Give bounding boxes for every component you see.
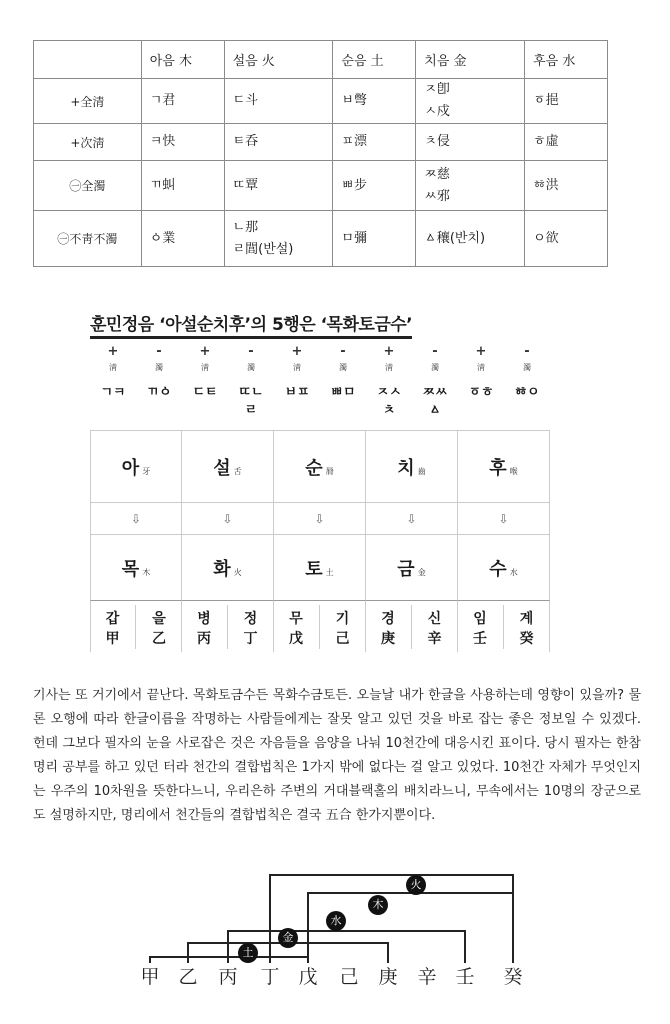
stem-cell [366,605,412,649]
jamo-text: ㄱㅋ [100,385,126,400]
clarity-label: 濁 [339,363,347,372]
element-han: 土 [325,568,334,577]
stem-cell [504,605,550,649]
cell-line: ㅅ戍 [424,104,450,119]
sign-label: + [291,344,303,359]
cell-line: ㅉ慈 [424,166,450,182]
table-cell [333,161,416,211]
cell-line: ㅇ欲 [533,230,559,246]
stem-glyph: 戊 [298,966,318,988]
sound-ko: 치 [397,457,415,479]
cell-line: ㅍ漂 [341,134,367,149]
cell-line: ㅂ彆 [341,93,367,108]
jamo-cell [412,384,458,428]
stem-ko: 기 [335,610,350,627]
stem-glyph: 丙 [218,966,238,988]
header-cell: 치음 金 [416,41,525,79]
jamo-cell [228,384,274,428]
table-cell [525,211,608,267]
arrow-down-icon: ⇩ [222,511,233,526]
cell-line: ㆆ挹 [533,93,559,108]
cell-line: ㄴ那 [232,219,259,235]
jamo-cell [504,384,550,428]
sound-row [90,430,550,502]
table-cell [224,124,333,161]
five-combinations-diagram [120,865,540,1015]
stem-han: 癸 [519,630,534,647]
stem-cell [274,605,320,649]
stem-cell [228,605,274,649]
link-bingxin [228,931,465,963]
stem-glyph: 己 [339,966,359,988]
clarity-label: 淸 [477,363,485,372]
jamo-text: ㅉㅆ [422,385,448,400]
sound-ko: 후 [489,457,507,479]
clarity-label: 濁 [247,363,255,372]
header-cell: 설음 火 [224,41,333,79]
element-ko: 화 [213,558,231,580]
stem-han: 壬 [473,630,487,647]
sound-han: 牙 [142,467,151,476]
jamo-text: ㅃㅁ [330,385,356,400]
jamo-row [90,378,550,428]
arrow-down-icon: ⇩ [314,511,325,526]
cell-line: ㅈ卽 [424,82,450,97]
sign-label: + [383,344,395,359]
arrow-down-icon: ⇩ [406,511,417,526]
link-dingren [270,875,513,963]
element-ko: 수 [489,558,507,580]
table-row [34,161,608,211]
clarity-label: 淸 [293,363,301,372]
header-cell: 아음 木 [141,41,224,79]
table-cell [224,79,333,124]
sound-han: 喉 [509,467,518,476]
sign-label: - [248,344,254,359]
cell-line: ㅁ彌 [341,230,367,246]
arrow-down-icon: ⇩ [130,511,142,526]
table-cell [525,124,608,161]
stem-ko: 신 [427,610,442,627]
table-header-row [34,41,608,79]
sign-label: + [199,344,211,359]
stem-glyph: 癸 [503,966,523,988]
table-row [34,124,608,161]
arrow-row [90,502,550,534]
stem-pair [274,600,366,652]
table-cell [224,161,333,211]
sign-label: - [524,344,530,359]
jamo-text: ㄸㄴ [238,385,264,400]
stem-ko: 무 [289,610,303,627]
sound-cell [366,431,458,502]
jamo-cell [458,384,504,428]
element-han: 水 [509,568,518,577]
element-ko: 금 [397,558,415,580]
jamo-cell [136,384,182,428]
clarity-row [90,362,550,376]
stem-ko: 경 [381,610,395,627]
arrow-cell [458,503,550,534]
stem-glyph: 甲 [140,966,160,988]
table-cell [416,161,525,211]
sign-label: + [475,344,487,359]
clarity-label: 淸 [385,363,393,372]
clarity-label: 淸 [201,363,209,372]
element-han: 木 [142,568,151,577]
table-row [34,211,608,267]
stem-glyph: 乙 [178,966,198,988]
stem-cell [182,605,228,649]
cell-line: ㆁ業 [149,230,176,246]
arrow-cell [182,503,274,534]
element-ko: 토 [305,558,323,580]
cell-line: ㅊ侵 [424,134,450,149]
sound-ko: 순 [305,457,323,479]
cell-line: ㅌ呑 [232,134,259,149]
stem-han: 辛 [427,630,442,647]
stem-glyph: 辛 [417,966,437,988]
cell-line: ㅆ邪 [424,188,450,204]
sign-label: + [107,344,119,359]
table-row [34,79,608,124]
table-cell [333,211,416,267]
stem-glyph: 庚 [378,966,398,988]
jamo-text: ㅂㅍ [284,385,310,400]
table-cell [525,161,608,211]
row-label: ㊀全濁 [34,161,142,211]
jamo-cell [274,384,320,428]
jamo-cell [182,384,228,428]
element-ko: 목 [121,558,140,580]
figure-title [90,310,550,340]
arrow-cell [274,503,366,534]
table-cell [224,211,333,267]
stem-ko: 병 [197,610,211,627]
sound-han: 齒 [417,467,426,476]
table-cell [141,79,224,124]
element-cell [182,535,274,600]
cell-line: ㄸ覃 [232,177,259,193]
earth-badge: 土 [238,943,258,963]
metal-badge: 金 [278,928,298,948]
jamo-cell [366,384,412,428]
stem-han: 甲 [105,630,120,647]
stem-cell [320,605,366,649]
stem-han: 丙 [197,630,211,647]
clarity-label: 濁 [431,363,439,372]
sound-han: 脣 [325,467,334,476]
stem-ko: 을 [152,610,166,627]
table-cell [333,79,416,124]
cell-line: ㅃ步 [341,177,367,193]
stem-han: 戊 [289,630,303,647]
stem-glyph: 丁 [260,966,280,988]
sound-ko: 아 [121,457,140,479]
table-cell [416,79,525,124]
stem-cell [412,605,458,649]
cell-line: ㄷ斗 [232,93,259,108]
table-cell [525,79,608,124]
header-cell: 순음 土 [333,41,416,79]
stem-han: 丁 [243,630,258,647]
element-han: 金 [417,568,426,577]
table-cell [416,124,525,161]
stem-ko: 정 [243,610,258,627]
element-cell [458,535,550,600]
stem-cell [90,605,136,649]
sound-cell [182,431,274,502]
jamo-text: ㄹ [244,403,258,418]
arrow-cell [366,503,458,534]
element-cell [366,535,458,600]
cell-line: ㆅ洪 [533,177,559,193]
jamo-text: ㅿ [428,403,442,418]
table-cell [141,211,224,267]
arrow-cell [90,503,182,534]
stem-cell [458,605,504,649]
jamo-text: ㅊ [382,403,396,418]
element-cell [90,535,182,600]
sound-ko: 설 [213,457,231,479]
table-cell [141,161,224,211]
jamo-text: ㄷㅌ [192,385,218,400]
sound-han: 舌 [233,467,242,476]
jamo-cell [320,384,366,428]
stem-pair [182,600,274,652]
stem-ko: 계 [519,610,534,627]
clarity-label: 淸 [109,363,117,372]
arrow-down-icon: ⇩ [498,511,509,526]
jamo-cell [90,384,136,428]
fire-badge: 火 [406,875,426,895]
clarity-label: 濁 [523,363,531,372]
stem-ko: 갑 [105,610,120,627]
stem-cell [136,605,182,649]
header-cell: 후음 水 [525,41,608,79]
water-badge: 水 [326,911,346,931]
stem-pair [458,600,550,652]
cell-line: ㄲ虯 [149,177,176,193]
five-elements-figure [90,310,550,650]
sound-cell [274,431,366,502]
cell-line: ㄱ君 [149,93,176,108]
row-label: +次淸 [34,124,142,161]
figure-title-text: 훈민정음 ‘아설순치후’의 5행은 ‘목화토금수’ [90,315,412,339]
consonant-table [33,40,608,267]
jamo-text: ㆅㅇ [514,385,540,400]
cell-line: ㄹ閭(반설) [232,241,294,257]
stem-ko: 임 [473,610,487,627]
stem-pair [366,600,458,652]
table-cell [141,124,224,161]
sound-cell [90,431,182,502]
row-label: ㊀不靑不濁 [34,211,142,267]
table-cell [416,211,525,267]
table-cell [333,124,416,161]
stem-han: 庚 [381,630,395,647]
stem-han: 己 [335,630,350,647]
cell-line: ㅿ穰(반치) [424,230,486,246]
stem-row [90,600,550,652]
header-cell [34,41,142,79]
element-han: 火 [233,568,242,577]
cell-line: ㅎ虛 [533,134,559,149]
wood-badge: 木 [368,895,388,915]
stem-pair [90,600,182,652]
row-label: +全清 [34,79,142,124]
sound-cell [458,431,550,502]
cell-line: ㅋ快 [149,134,176,149]
jamo-text: ㄲㆁ [146,385,172,400]
stem-glyph: 壬 [455,966,475,988]
element-cell [274,535,366,600]
sign-label: - [432,344,438,359]
stem-han: 乙 [152,630,166,647]
element-row [90,534,550,600]
body-paragraph: 기사는 또 거기에서 끝난다. 목화토금수든 목화수금토든. 오늘날 내가 한글을 사용하는데 영향이 있을까? 물론 오행에 따라 한글이름을 작명하는 사람들에게는 잘못 알고 있던 것을 바로 잡는 좋은 정보일 수 있겠다. 헌데 그보다 필자의 눈을 사로잡은 것은 자음들을 음양을 나눠 10천간에 대응시킨 표이다. 당시 필자는 한참 명리 공부를 하고 있던 터라 천간의 결합법칙은 1가지 밖에 없다는 걸 알고 있었다. 10천간 자체가 무엇인지는 우주의 10차원을 뜻한다느니, 우리은하 주변의 거대블랙홀의 배치라느니, 무속에서는 10명의 장군으로도 설명하지만, 명리에서 천간들의 결합법칙은 결국 五合 한가지뿐이다. [33,688,641,823]
jamo-text: ㅈㅅ [376,385,402,400]
clarity-label: 濁 [155,363,163,372]
sign-label: - [340,344,346,359]
sign-row [90,344,550,360]
sign-label: - [156,344,162,359]
jamo-text: ㆆㅎ [468,385,494,400]
